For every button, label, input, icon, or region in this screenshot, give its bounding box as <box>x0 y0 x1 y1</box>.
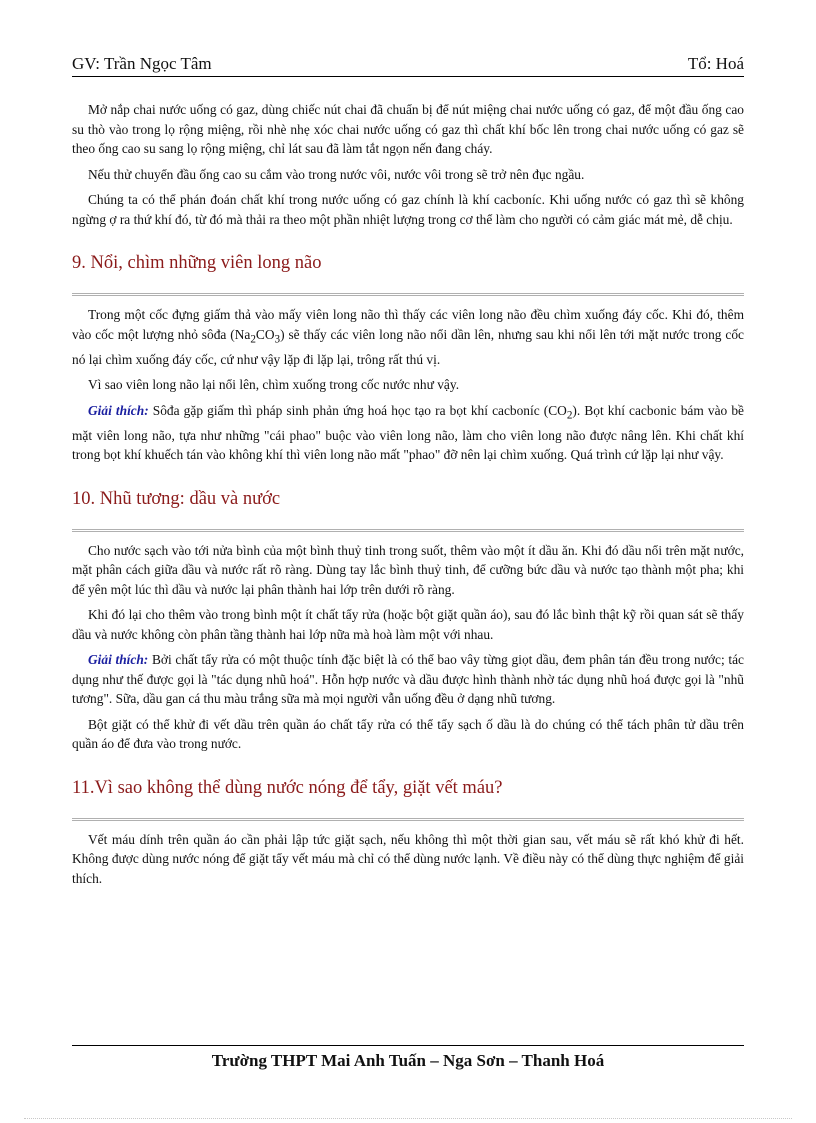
paragraph: Mở nắp chai nước uống có gaz, dùng chiếc nút chai đã chuẩn bị để nút miệng chai nước uống có gaz, để một đầu ống cao su thò vào trong lọ rộng miệng, rồi nhè nhẹ xóc chai nước uống có gaz thì chất khí bốc lên trong chai nước uống có gaz sẽ theo ống cao su sang lọ rộng miệng, chỉ lát sau đã làm tắt ngọn nến đang cháy. <box>72 102 744 156</box>
explanation: Giải thích: Sôđa gặp giấm thì pháp sinh phản ứng hoá học tạo ra bọt khí cacboníc $(CO_2)$. Bọt khí cacbonic bám vào bề mặt viên long não, tựa như những "cái phao" buộc vào viên long não, làm cho viên long não được nâng lên. Khi chất khí trong bọt khí khuếch tán vào không khí thì viên long não mất "phao" đỡ nên lại chìm xuống. Quá trình cứ lặp lại như vậy. <box>72 402 744 463</box>
section-9 <box>72 296 744 465</box>
section-title-11: 11.Vì sao không thể dùng nước nóng để tẩy, giặt vết máu? <box>72 776 744 821</box>
explanation-label: Giải thích: <box>88 402 149 418</box>
teacher-name: GV: Trần Ngọc Tâm <box>72 54 212 73</box>
paragraph: Trong một cốc đựng giấm thả vào mấy viên long não thì thấy các viên long não đều chìm xuống đáy cốc. Khi đó, thêm vào cốc một lượng nhỏ sôđa $(Na_2CO_3)$ sẽ thấy các viên long não nổi dần lên, nhưng sau khi nổi lên tới mặt nước trong cốc nó lại chìm xuống đáy cốc, cứ như vậy lặp đi lặp lại, trông rất thú vị. <box>72 307 744 367</box>
page-header <box>72 52 744 77</box>
department: Tổ: Hoá <box>687 54 744 73</box>
paragraph: Vì sao viên long não lại nổi lên, chìm xuống trong cốc nước như vậy. <box>88 377 460 393</box>
page-edge-divider <box>24 1118 792 1119</box>
paragraph: Bột giặt có thể khử đi vết dầu trên quần áo chất tẩy rửa có thể tẩy sạch ố dầu là do chúng có thể tách phân tử dầu trên quần áo để đưa vào trong nước. <box>72 716 744 752</box>
section-title-9: 9. Nổi, chìm những viên long não <box>72 251 744 296</box>
paragraph: Vết máu dính trên quần áo cần phải lập tức giặt sạch, nếu không thì một thời gian sau, vết máu sẽ rất khó khử đi hết. Không được dùng nước nóng để giặt tẩy vết máu mà chỉ có thể dùng nước lạnh. Về điều này có thể dùng thực nghiệm để giải thích. <box>72 831 744 886</box>
section-title-10: 10. Nhũ tương: dầu và nước <box>72 487 744 532</box>
document-body <box>72 100 744 894</box>
section-10 <box>72 532 744 754</box>
explanation-label: Giải thích: <box>88 652 149 668</box>
paragraph: Nếu thử chuyển đầu ống cao su cắm vào trong nước vôi, nước vôi trong sẽ trở nên đục ngầu. <box>88 166 585 182</box>
explanation: Giải thích: Bởi chất tẩy rửa có một thuộc tính đặc biệt là có thể bao vây từng giọt dầu, đem phân tán đều trong nước; tác dụng như thế được gọi là "tác dụng nhũ hoá". Hỗn hợp nước và dầu được hình thành nhờ tác dụng nhũ hoá được gọi là "nhũ tương". Sữa, dầu gan cá thu màu trắng sữa mà mọi người vẫn uống đều ở dạng nhũ tương. <box>72 652 744 707</box>
paragraph: Khi đó lại cho thêm vào trong bình một ít chất tẩy rửa (hoặc bột giặt quần áo), sau đó lắc bình thật kỹ rồi quan sát sẽ thấy dầu và nước không còn phân tầng thành hai lớp nữa mà hoà làm một với nhau. <box>72 607 744 642</box>
paragraph: Cho nước sạch vào tới nửa bình của một bình thuỷ tinh trong suốt, thêm vào một ít dầu ăn. Khi đó dầu nổi trên mặt nước, mặt phân cách giữa dầu và nước rất rõ ràng. Dùng tay lắc bình thuỷ tinh, để cưỡng bức dầu và nước tạo thành một pha; khi để yên một lúc thì dầu và nước lại phân thành hai lớp trên dưới rõ ràng. <box>72 542 744 597</box>
section-11 <box>72 821 744 889</box>
page-footer: Trường THPT Mai Anh Tuấn – Nga Sơn – Thanh Hoá <box>72 1045 744 1071</box>
paragraph: Chúng ta có thể phán đoán chất khí trong nước uống có gaz chính là khí cacboníc. Khi uống nước có gaz thì sẽ không ngừng ợ ra thứ khí đó, từ đó mà thải ra theo một phần nhiệt lượng trong cơ thể làm cho người có cảm giác mát mẻ, dễ chịu. <box>72 192 744 227</box>
